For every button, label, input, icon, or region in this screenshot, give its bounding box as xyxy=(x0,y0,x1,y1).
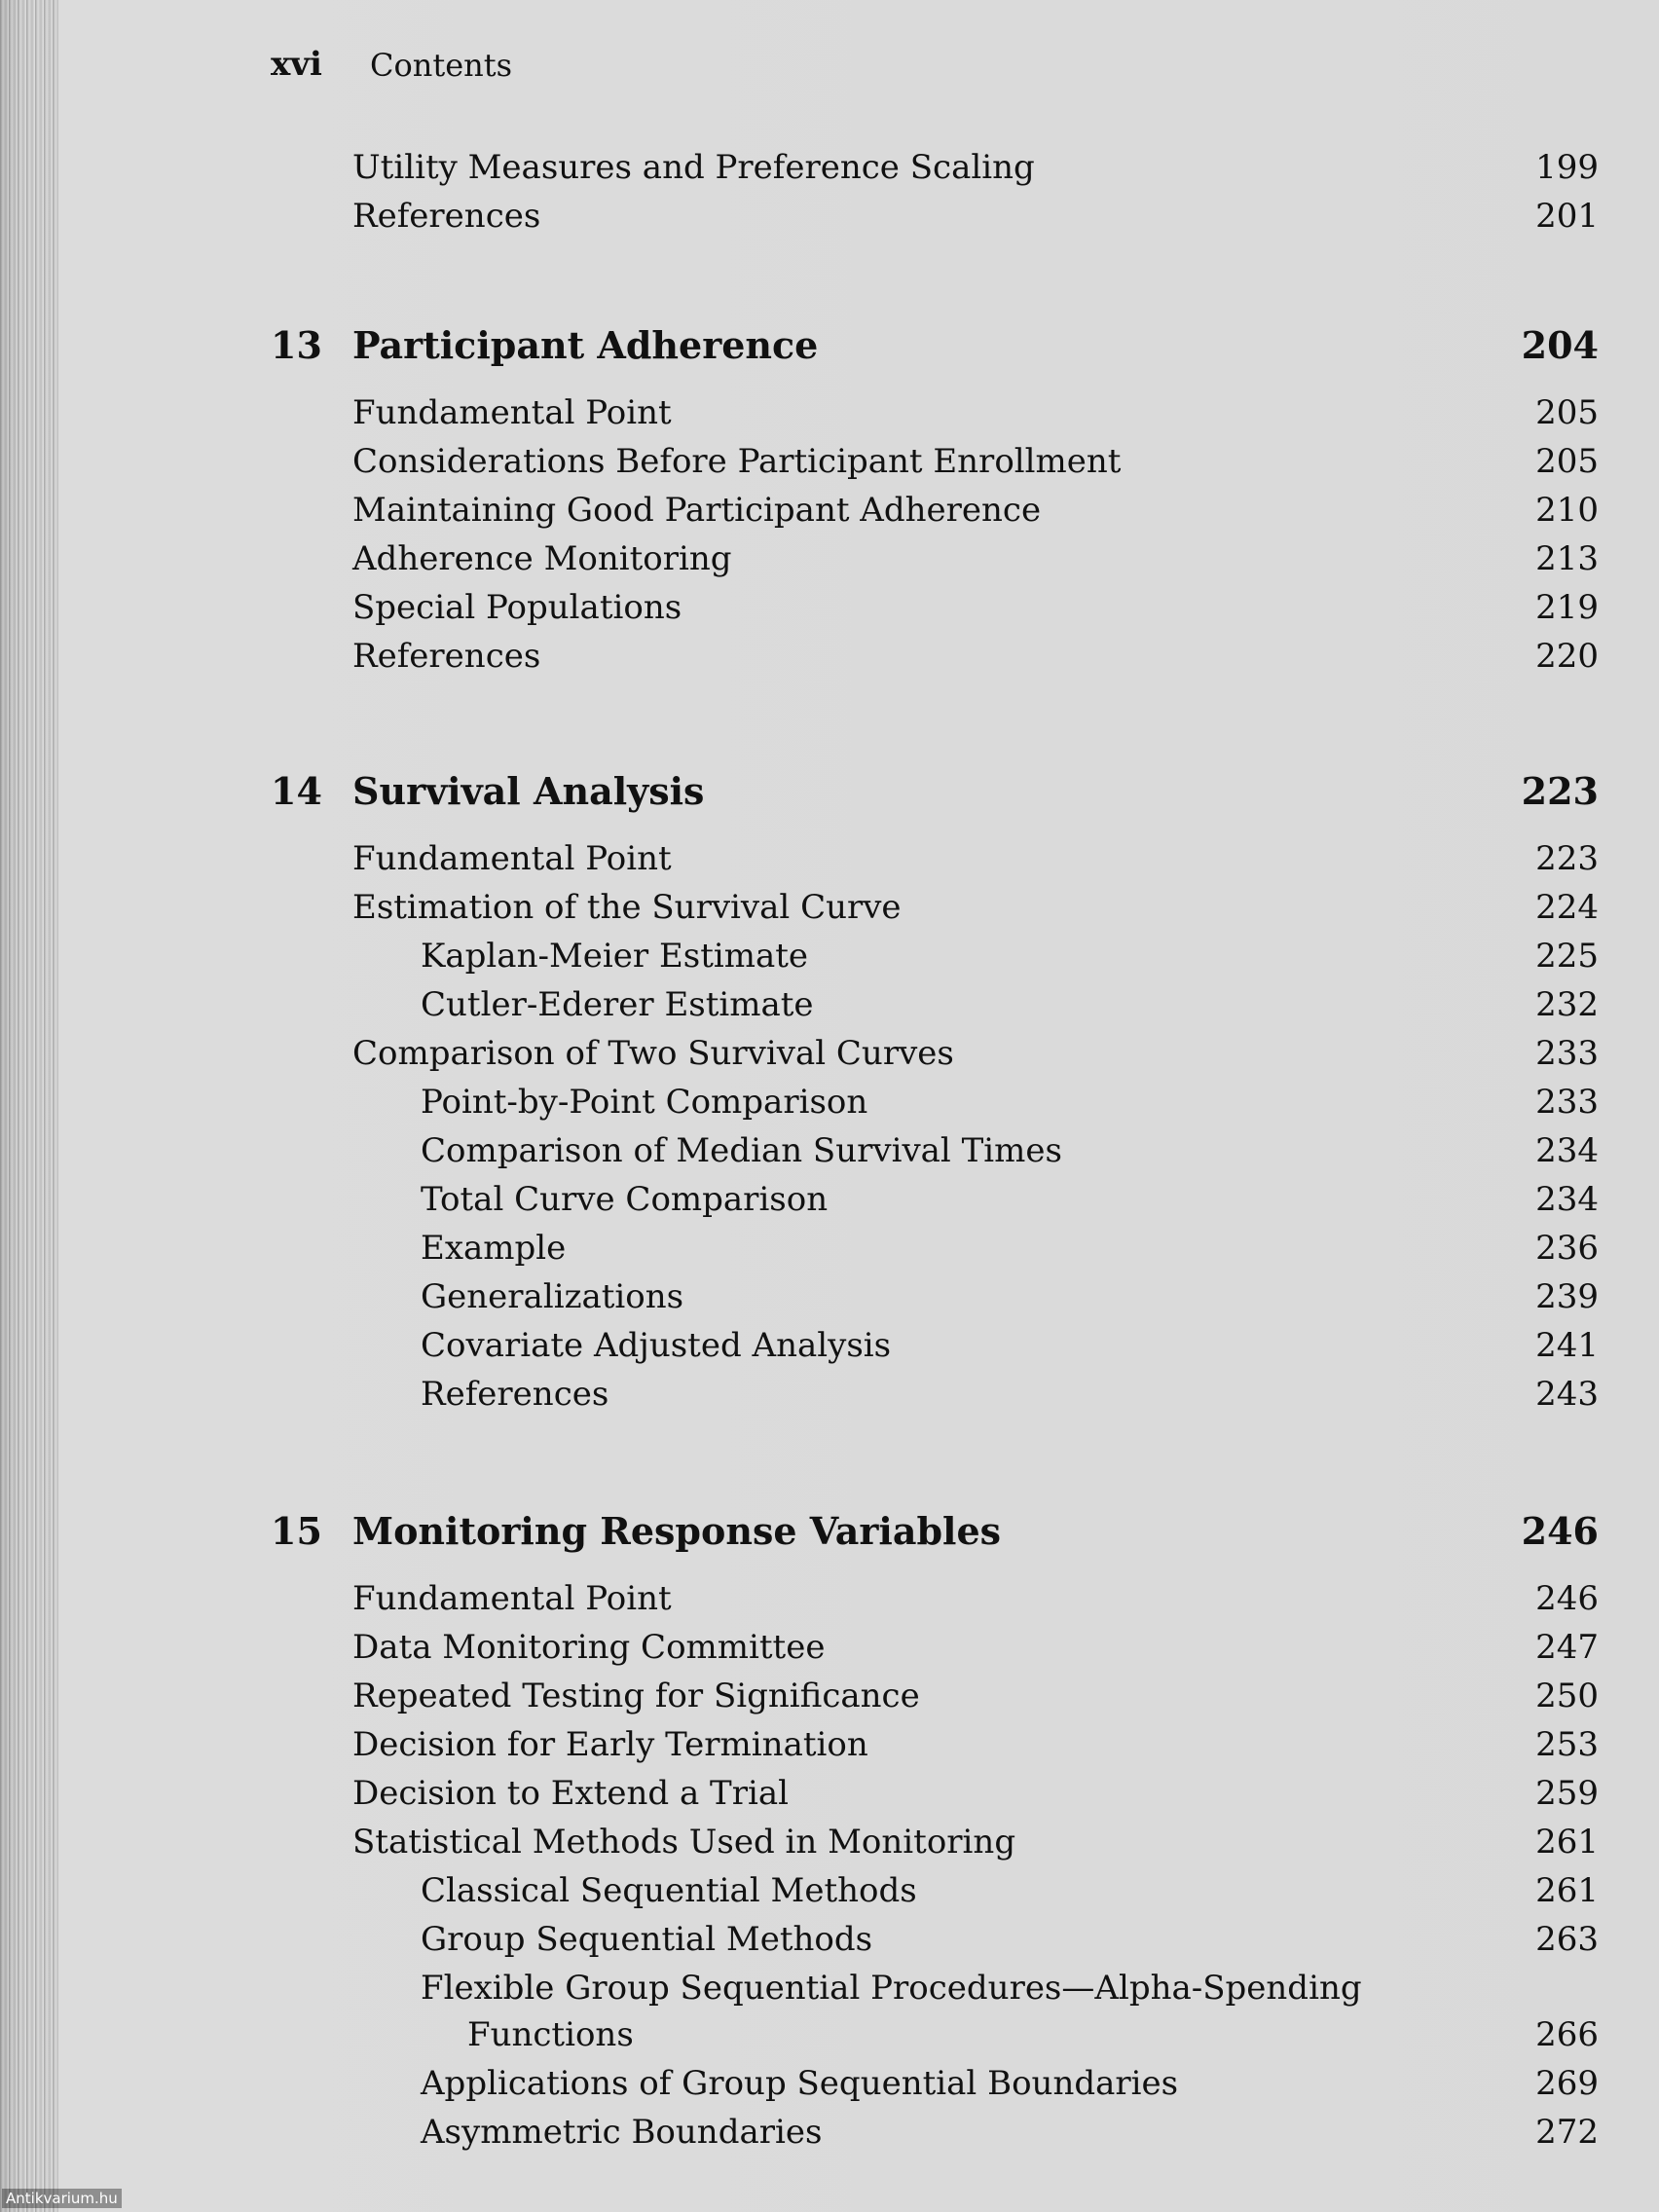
page-number: 225 xyxy=(1535,937,1599,976)
toc-entry[interactable]: References xyxy=(352,637,541,676)
toc-entry[interactable]: Fundamental Point xyxy=(352,1579,672,1618)
toc-entry[interactable]: Maintaining Good Participant Adherence xyxy=(352,491,1042,530)
toc-entry[interactable]: Total Curve Comparison xyxy=(421,1180,829,1219)
page-number: 247 xyxy=(1535,1628,1599,1667)
toc-entry[interactable]: References xyxy=(421,1375,609,1414)
chapter-title[interactable]: Monitoring Response Variables xyxy=(352,1509,1002,1553)
toc-entry[interactable]: Group Sequential Methods xyxy=(421,1920,873,1959)
toc-entry[interactable]: Example xyxy=(421,1229,567,1268)
page-number: 269 xyxy=(1535,2064,1599,2103)
toc-entry[interactable]: References xyxy=(352,197,541,236)
page-number: 219 xyxy=(1535,588,1599,627)
toc-entry[interactable]: Statistical Methods Used in Monitoring xyxy=(352,1823,1016,1862)
header-page-number: xvi xyxy=(271,45,322,84)
toc-entry-continuation[interactable]: Functions xyxy=(467,2015,634,2054)
toc-entry[interactable]: Comparison of Two Survival Curves xyxy=(352,1034,954,1073)
page-number: 232 xyxy=(1535,985,1599,1024)
page-number: 220 xyxy=(1535,637,1599,676)
toc-entry[interactable]: Considerations Before Participant Enrollment xyxy=(352,442,1122,481)
toc-entry[interactable]: Decision for Early Termination xyxy=(352,1725,868,1764)
page-number: 261 xyxy=(1535,1871,1599,1910)
toc-entry[interactable]: Adherence Monitoring xyxy=(352,539,732,578)
toc-entry[interactable]: Repeated Testing for Significance xyxy=(352,1677,920,1715)
page-number: 234 xyxy=(1535,1180,1599,1219)
toc-entry[interactable]: Data Monitoring Committee xyxy=(352,1628,826,1667)
page-number: 246 xyxy=(1521,1509,1599,1553)
toc-entry[interactable]: Covariate Adjusted Analysis xyxy=(421,1326,892,1365)
book-spine xyxy=(0,0,58,2212)
toc-entry[interactable]: Classical Sequential Methods xyxy=(421,1871,917,1910)
chapter-number: 14 xyxy=(271,769,322,813)
page-number: 233 xyxy=(1535,1083,1599,1122)
page-number: 266 xyxy=(1535,2015,1599,2054)
page-number: 246 xyxy=(1535,1579,1599,1618)
chapter-number: 13 xyxy=(271,323,322,367)
toc-entry[interactable]: Asymmetric Boundaries xyxy=(421,2113,823,2152)
page-number: 205 xyxy=(1535,393,1599,432)
page-number: 236 xyxy=(1535,1229,1599,1268)
toc-entry[interactable]: Generalizations xyxy=(421,1277,684,1316)
page-number: 259 xyxy=(1535,1774,1599,1813)
chapter-number: 15 xyxy=(271,1509,322,1553)
page-number: 224 xyxy=(1535,888,1599,927)
toc-entry[interactable]: Fundamental Point xyxy=(352,393,672,432)
page-number: 223 xyxy=(1521,769,1599,813)
page-number: 201 xyxy=(1535,197,1599,236)
page-number: 213 xyxy=(1535,539,1599,578)
toc-entry[interactable]: Cutler-Ederer Estimate xyxy=(421,985,814,1024)
toc-entry[interactable]: Estimation of the Survival Curve xyxy=(352,888,902,927)
page-number: 263 xyxy=(1535,1920,1599,1959)
toc-entry[interactable]: Decision to Extend a Trial xyxy=(352,1774,790,1813)
page-number: 261 xyxy=(1535,1823,1599,1862)
page-number: 205 xyxy=(1535,442,1599,481)
page-number: 250 xyxy=(1535,1677,1599,1715)
page-number: 204 xyxy=(1521,323,1599,367)
toc-entry[interactable]: Applications of Group Sequential Boundaries xyxy=(421,2064,1179,2103)
page-number: 199 xyxy=(1535,148,1599,187)
page-number: 241 xyxy=(1535,1326,1599,1365)
page-number: 253 xyxy=(1535,1725,1599,1764)
header-title: Contents xyxy=(370,47,513,84)
toc-entry[interactable]: Comparison of Median Survival Times xyxy=(421,1131,1062,1170)
toc-entry[interactable]: Kaplan-Meier Estimate xyxy=(421,937,809,976)
toc-entry[interactable]: Point-by-Point Comparison xyxy=(421,1083,868,1122)
page-number: 234 xyxy=(1535,1131,1599,1170)
toc-entry[interactable]: Fundamental Point xyxy=(352,839,672,878)
toc-entry[interactable]: Special Populations xyxy=(352,588,682,627)
page-number: 239 xyxy=(1535,1277,1599,1316)
page-number: 223 xyxy=(1535,839,1599,878)
toc-entry[interactable]: Utility Measures and Preference Scaling xyxy=(352,148,1035,187)
chapter-title[interactable]: Survival Analysis xyxy=(352,769,705,813)
watermark: Antikvarium.hu xyxy=(2,2189,122,2208)
page-number: 233 xyxy=(1535,1034,1599,1073)
toc-entry[interactable]: Flexible Group Sequential Procedures—Alpha-Spending xyxy=(421,1969,1362,2008)
page-number: 243 xyxy=(1535,1375,1599,1414)
page-number: 272 xyxy=(1535,2113,1599,2152)
page-number: 210 xyxy=(1535,491,1599,530)
chapter-title[interactable]: Participant Adherence xyxy=(352,323,819,367)
